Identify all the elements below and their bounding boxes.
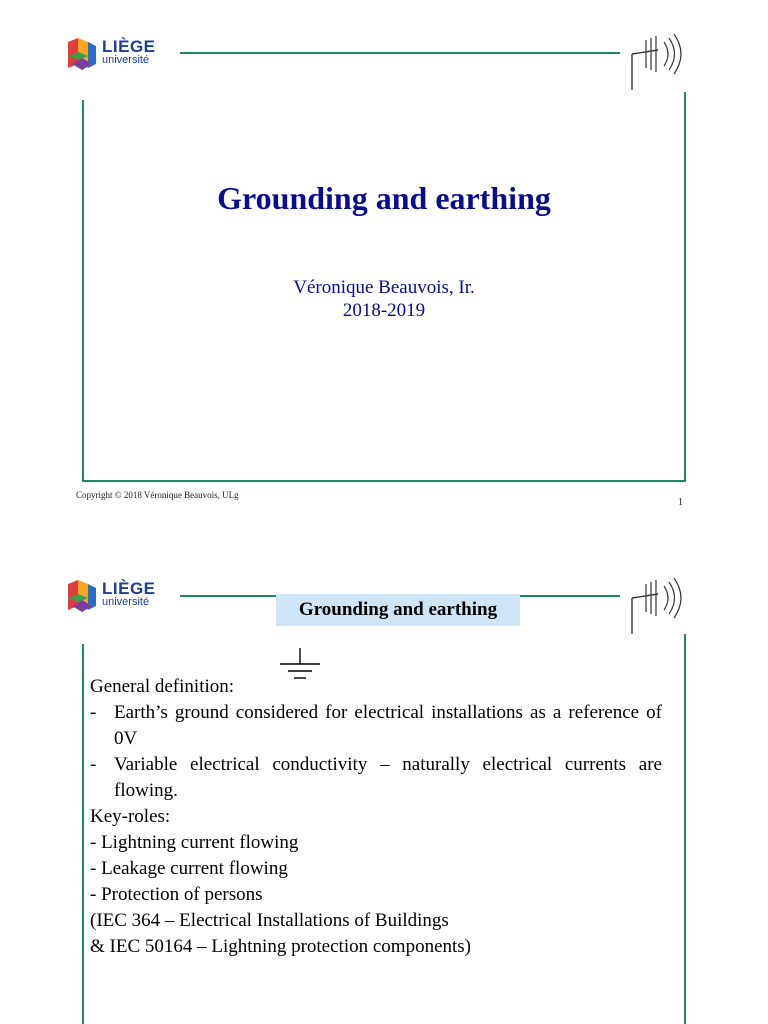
liege-logo-icon <box>66 34 100 74</box>
antenna-wave-icon <box>628 28 688 92</box>
academic-year: 2018-2019 <box>342 300 426 321</box>
slide-title: Grounding and earthing <box>217 180 551 216</box>
slide-title-box <box>276 594 520 626</box>
general-definition-heading: General definition: <box>90 676 235 697</box>
logo-text-universite: université <box>102 54 150 66</box>
liege-logo-icon <box>66 576 100 616</box>
header-rule-right <box>520 595 620 597</box>
frame-left <box>82 644 84 1024</box>
slide-title: Grounding and earthing <box>298 599 498 620</box>
list-item: - Leakage current flowing <box>90 858 288 879</box>
bullet-text: Earth’s ground considered for electrical installations as a reference of 0V <box>114 702 662 749</box>
page-number: 1 <box>678 497 683 508</box>
antenna-wave-icon <box>628 572 688 636</box>
list-item: - Earth’s ground considered for electrical installations as a reference of 0V <box>90 700 662 752</box>
list-item: - Variable electrical conductivity – naturally electrical currents are flowing. <box>90 752 662 804</box>
bullet-text: Variable electrical conductivity – naturally electrical currents are flowing. <box>114 754 662 801</box>
copyright-notice: Copyright © 2018 Véronique Beauvois, ULg <box>76 490 239 500</box>
author-block <box>0 276 768 322</box>
slide-body <box>90 674 662 960</box>
logo-text-universite: université <box>102 596 150 608</box>
reference-line: & IEC 50164 – Lightning protection components) <box>90 936 472 957</box>
header-rule-left <box>180 595 276 597</box>
list-item: - Protection of persons <box>90 884 263 905</box>
frame-right <box>684 634 686 1024</box>
logo-text-liege: LIÈGE <box>102 579 156 598</box>
frame-bottom <box>82 480 686 482</box>
list-item: - Lightning current flowing <box>90 832 299 853</box>
slide-2 <box>0 560 768 1024</box>
key-roles-heading: Key-roles: <box>90 806 171 827</box>
author-name: Véronique Beauvois, Ir. <box>293 277 475 298</box>
reference-line: (IEC 364 – Electrical Installations of Buildings <box>90 910 449 931</box>
header-rule <box>180 52 620 54</box>
logo-text-liege: LIÈGE <box>102 37 156 56</box>
university-logo <box>66 34 176 74</box>
university-logo <box>66 576 176 616</box>
